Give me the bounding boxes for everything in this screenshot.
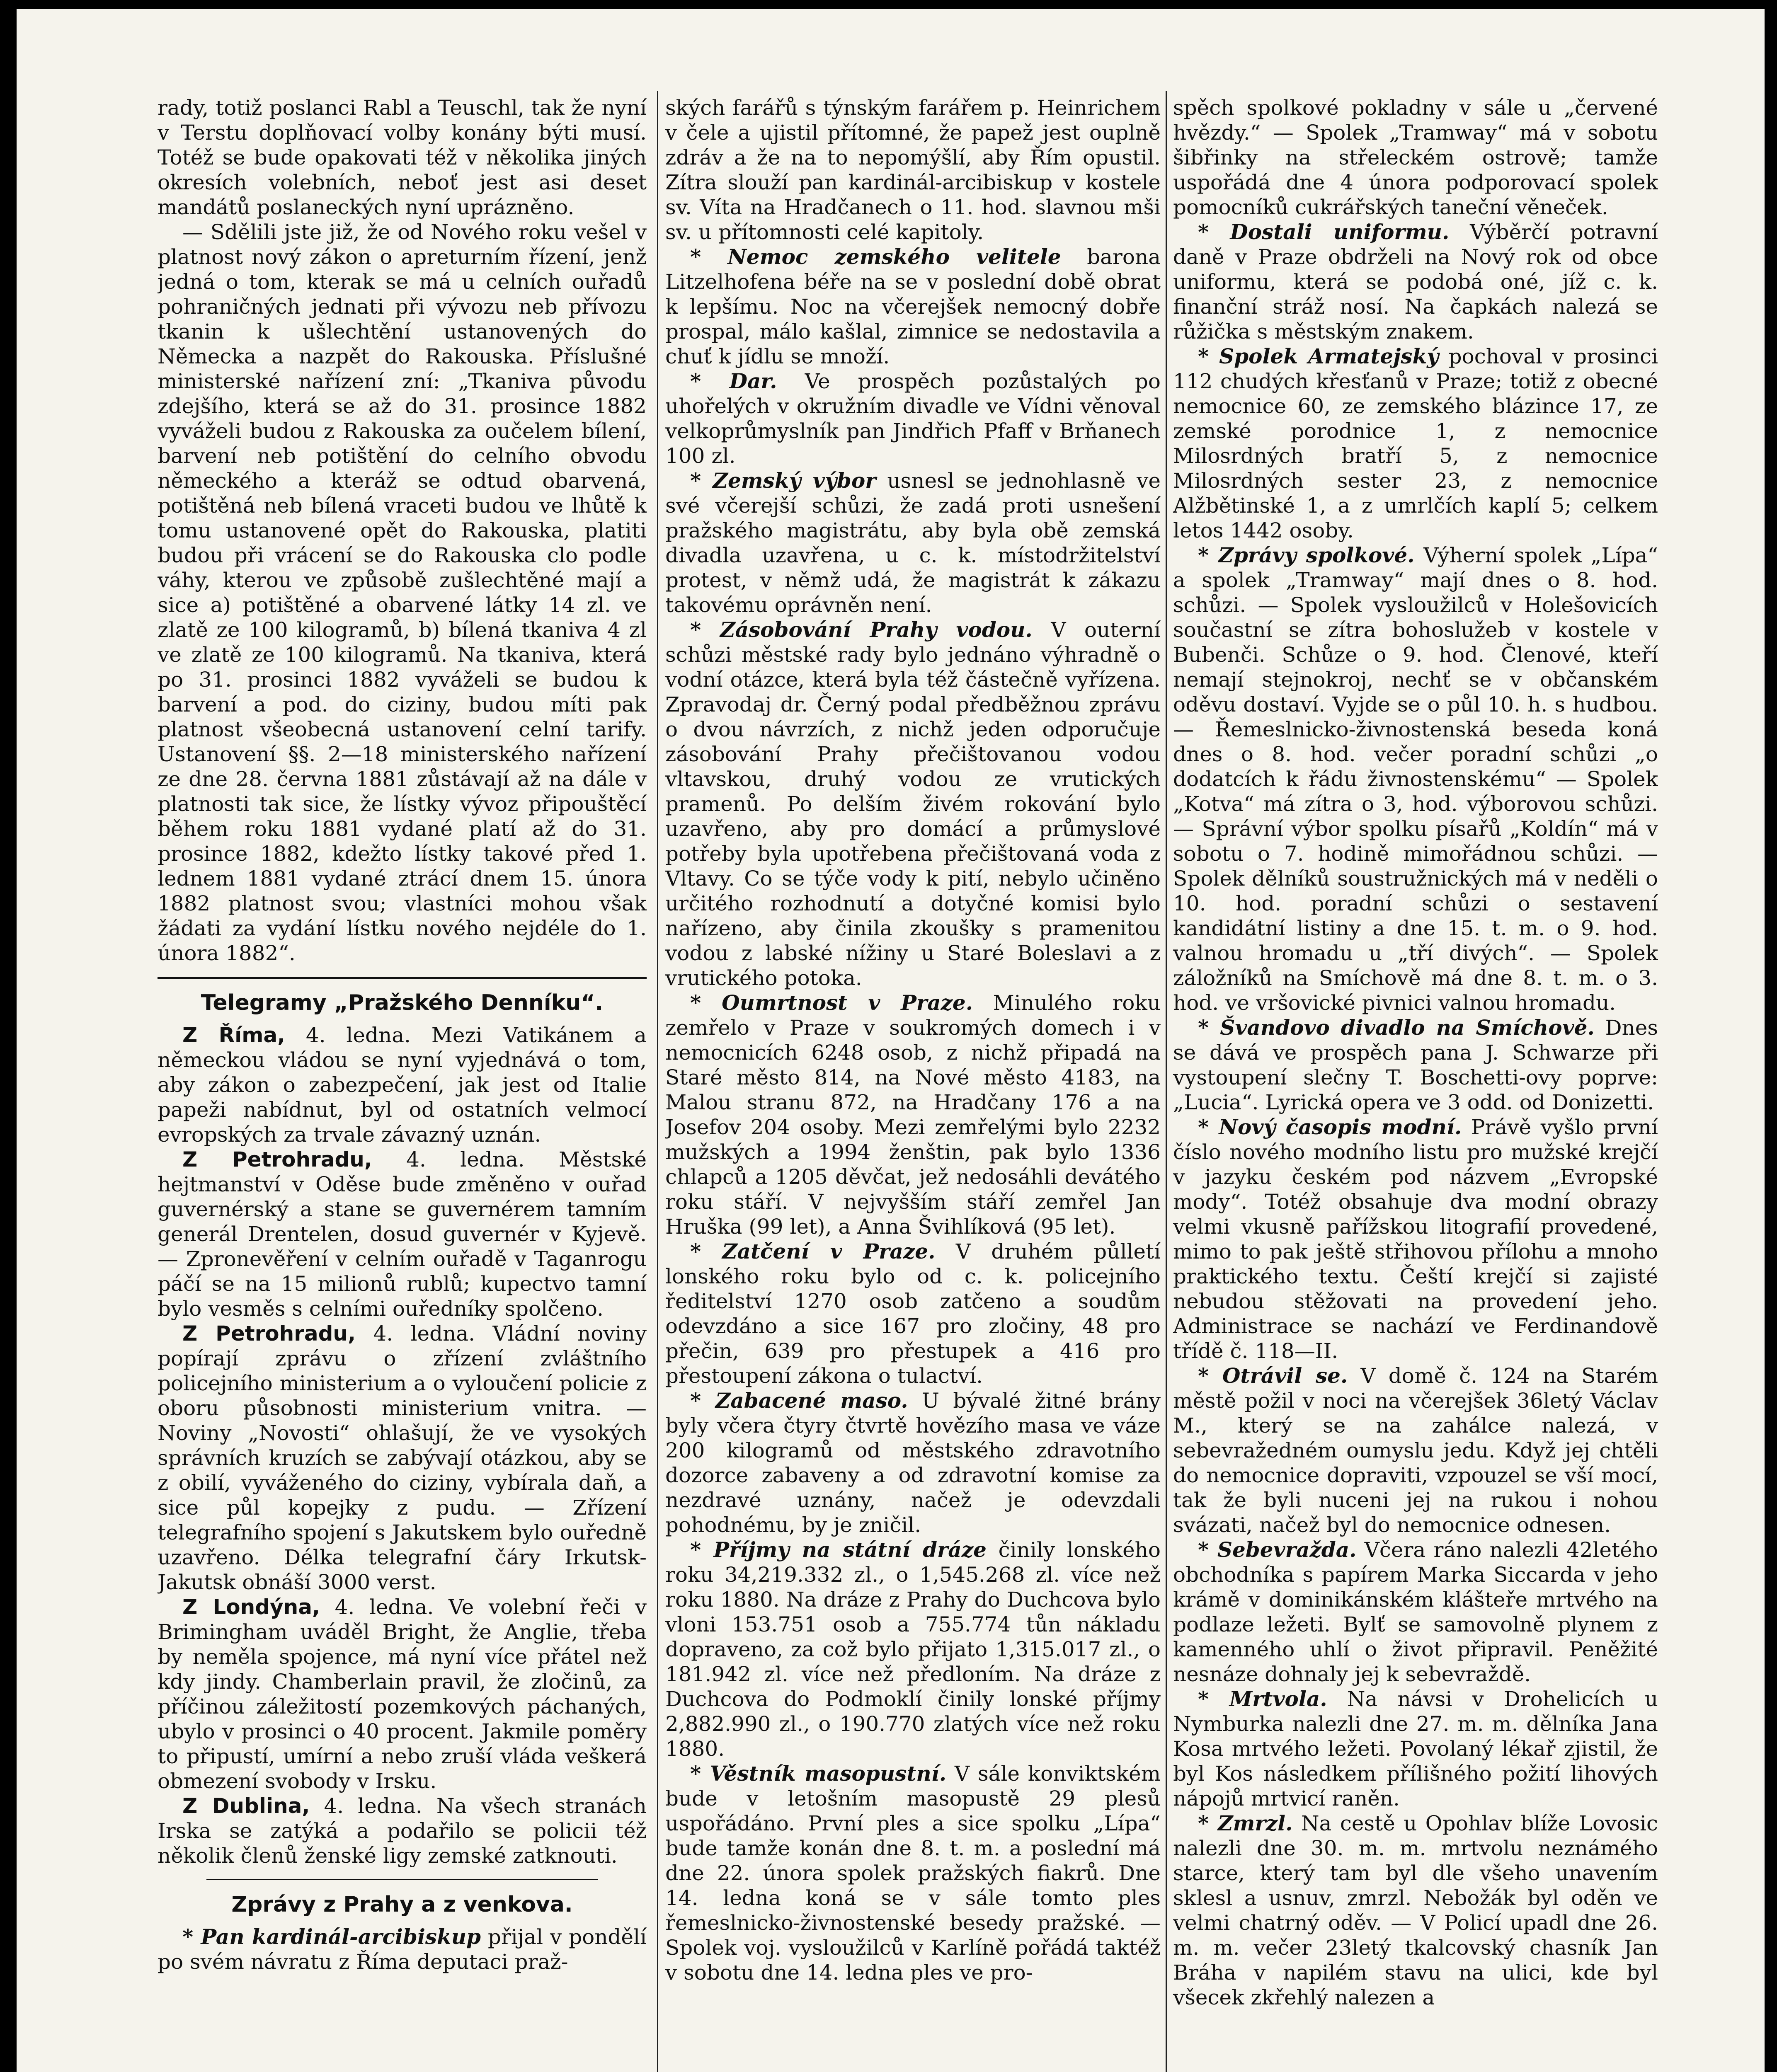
section-divider [158, 977, 647, 979]
news-lead: * Zprávy spolkové. [1198, 543, 1415, 567]
news-text: Na cestě u Opohlav blíže Lovosic nalezli dne 30. m. m. mrtvolu neznámého starce, který tam byl dle všeho unavením sklesl a usnuv, zmrzl. Nebožák byl oděn ve velmi chatrný oděv. — V Policí upadl dne 26. m. m. večer 23letý tkalcovský chasník Jan Bráha v napilém stavu na ulici, kde byl všecek zkřehlý nalezen a [1173, 1811, 1658, 2009]
dateline: Z Petrohradu, [182, 1147, 372, 1172]
news-item [1173, 1363, 1658, 1537]
column-rule-2 [1166, 91, 1167, 2072]
news-item [665, 617, 1161, 990]
news-lead: * Dar. [690, 369, 777, 393]
news-item [1173, 1015, 1658, 1115]
article-paragraph: spěch spolkové pokladny v sále u „červené hvězdy.“ — Spolek „Tramway“ má v sobotu šibřinky na střeleckém ostrově; tamže uspořádá dne 4 února podporovací spolek pomocníků cukrářských taneční věneček. [1173, 96, 1658, 219]
news-item [1173, 220, 1658, 344]
news-text: V domě č. 124 na Starém městě požil v noci na včerejšek 36letý Václav M., který se na zahálce nalezá, v sebevražedném oumyslu jedu. Když jej chtěli do nemocnice dopraviti, vzpouzel se vší mocí, tak že byli nuceni jej na rukou i nohou svázati, načež byl do nemocnice odnesen. [1173, 1364, 1658, 1537]
dateline: Z Dublina, [182, 1794, 310, 1818]
article-paragraph: ských farářů s týnským farářem p. Heinrichem v čele a ujistil přítomné, že papež jest ouplně zdráv a že na to nepomýšlí, aby Řím opustil. Zítra slouží pan kardinál-arcibiskup v kostele sv. Víta na Hradčanech o 11. hod. slavnou mši sv. u přítomnosti celé kapitoly. [665, 96, 1161, 244]
news-item [1173, 344, 1658, 543]
news-item [665, 1239, 1161, 1388]
news-text: přijal v pondělí po svém návratu z Říma deputaci praž- [158, 1925, 647, 1974]
telegram-item [158, 1023, 647, 1147]
news-text: V druhém půlletí lonského roku bylo od c. k. policejního ředitelství 1270 osob zatčeno a soudům odevzdáno a sice 167 pro zločiny, 48 pro přečin, 639 pro přestupek a 416 pro přestoupení zákona o tulactví. [665, 1239, 1161, 1388]
dateline: Z Londýna, [182, 1595, 320, 1619]
news-item [665, 369, 1161, 468]
news-text: Včera ráno nalezli 42letého obchodníka s papírem Marka Siccarda v jeho krámě v dominikánském klášteře mrtvého na podlaze ležeti. Bylť se samovolně plynem z kamenného uhlí o život připravil. Peněžité nesnáze dohnaly jej k sebevraždě. [1173, 1538, 1658, 1686]
article-paragraph: rady, totiž poslanci Rabl a Teuschl, tak že nyní v Terstu doplňovací volby konány býti musí. Totéž se bude opakovati též v několika jiných okresích volebních, neboť jest asi deset mandátů poslaneckých nyní uprázněno. [158, 96, 647, 219]
news-lead: * Sebevražda. [1198, 1537, 1357, 1562]
news-text: V outerní schůzi městské rady bylo jednáno výhradně o vodní otázce, která byla též částečně vyřízena. Zpravodaj dr. Černý podal předběžnou zprávu o dvou návrzích, z nichž jeden odporučuje zásobování Prahy přečištovanou vodou vltavskou, druhý vodou ze vrutických pramenů. Po delším živém rokování bylo uzavřeno, aby pro domácí a průmyslové potřeby byla upotřebena přečištovaná voda z Vltavy. Co se týče vody k pití, nebylo učiněno určitého rozhodnutí a dotyčné komisi bylo nařízeno, aby činila zkoušky s pramenitou vodou z labské nížiny u Staré Boleslavi a z vrutického potoka. [665, 618, 1161, 990]
telegram-text: 4. ledna. Ve volební řeči v Brimingham uváděl Bright, že Anglie, třeba by neměla spojence, má nyní více přátel než kdy jindy. Chamberlain pravil, že zločinů, za příčinou záležitostí pozemkových páchaných, ubylo v prosinci o 40 procent. Jakmile poměry to připustí, umírní a nebo zruší vláda veškerá obmezení svobody v Irsku. [158, 1595, 647, 1793]
news-lead: * Nemoc zemského velitele [690, 244, 1061, 269]
telegram-item [158, 1147, 647, 1321]
telegram-item [158, 1794, 647, 1868]
news-item [665, 1537, 1161, 1761]
telegram-text: 4. ledna. Na všech stranách Irska se zatýká a podařilo se policii též několik členů ženské ligy zemské zatknouti. [158, 1794, 647, 1868]
column-2 [665, 95, 1161, 2072]
news-item [665, 468, 1161, 617]
column-3 [1173, 95, 1658, 2072]
news-text: Výherní spolek „Lípa“ a spolek „Tramway“ mají dnes o 8. hod. schůzi. — Spolek vysloužilců v Holešovicích součastní se zítra bohoslužeb v kostele v Bubenči. Schůze o 9. hod. Členové, kteří nemají stejnokroj, nechť se v občanském oděvu dostaví. Vyjde se o půl 10. h. s hudbou. — Řemeslnicko-živnostenská beseda koná dnes o 8. hod. večer poradní schůzi „o dodatcích k řádu živnostenskému“ — Spolek „Kotva“ má zítra o 3, hod. výborovou schůzi. — Správní výbor spolku písařů „Koldín“ má v sobotu o 7. hodině mimořádnou schůzi. — Spolek dělníků soustružnických má v neděli o 10. hod. poradní schůzi o sestavení kandidátní listiny a dne 15. t. m. o 9. hod. valnou hromadu u „tří divých“. — Spolek záložníků na Smíchově má dne 8. t. m. o 3. hod. ve vršovické pivnici valnou hromadu. [1173, 543, 1658, 1015]
news-item [665, 1388, 1161, 1537]
news-lead: * Švandovo divadlo na Smíchově. [1198, 1015, 1595, 1040]
news-text: usnesl se jednohlasně ve své včerejší schůzi, že zadá proti usnešení pražského magistrátu, aby byla obě zemská divadla uzavřena, u c. k. místodržitelství protest, v němž udá, že magistrát k zákazu takovému oprávněn není. [665, 469, 1161, 617]
column-rule-1 [657, 91, 658, 2072]
telegram-text: 4. ledna. Městské hejtmanství v Oděse bude změněno v ouřad guvernérský a stane se guvernérem tamním generál Drentelen, dosud guvernér v Kyjevě. — Zpronevěření v celním ouřadě v Taganrogu páčí se na 15 milionů rublů; kupectvo tamní bylo vesměs s celními ouředníky spolčeno. [158, 1147, 647, 1321]
news-item [158, 1924, 647, 1974]
news-item [1173, 1115, 1658, 1363]
section-divider [206, 1879, 598, 1880]
telegram-text: 4. ledna. Mezi Vatikánem a německou vládou se nyní vyjednává o tom, aby zákon o zabezpečení, jak jest od Italie papeži nabídnut, byl od ostatních velmocí evropských za trvale závazný uznán. [158, 1023, 647, 1147]
telegram-item [158, 1595, 647, 1794]
news-item [665, 1761, 1161, 1985]
news-text: V sále konviktském bude v letošním masopustě 29 plesů uspořádáno. První ples a sice spolku „Lípa“ bude tamže konán dne 8. t. m. a poslední má dne 22. února spolek pražských fiakrů. Dne 14. ledna koná se v sále tomto ples řemeslnicko-živnostenské besedy pražské. — Spolek voj. vysloužilců v Karlíně pořádá taktéž v sobotu dne 14. ledna ples ve pro- [665, 1762, 1161, 1985]
section-heading-news: Zprávy z Prahy a z venkova. [231, 1892, 573, 1917]
article-paragraph: — Sdělili jste již, že od Nového roku vešel v platnost nový zákon o apreturním řízení, jenž jedná o tom, kterak se má u celních ouřadů pohraničných jednati při vývozu neb přívozu tkanin k ušlechtění ustanovených do Německa a nazpět do Rakouska. Příslušné ministerské nařízení zní: „Tkaniva původu zdejšího, která se až do 31. prosince 1882 vyváželi budou z Rakouska za oučelem bílení, barvení neb potištění do celního obvodu německého a kteráž se odtud obarvená, potištěná neb bílená vraceti budou ve lhůtě k tomu ustanovené opět do Rakouska, platiti budou při vrácení se do Rakouska clo podle váhy, kterou ve způsobě zušlechtěné mají a sice a) potištěné a obarvené látky 14 zl. ve zlatě ze 100 kilogramů, b) bílená tkaniva 4 zl ve zlatě ze 100 kilogramů. Na tkaniva, která po 31. prosinci 1882 vyváželi se budou k barvení a pod. do ciziny, budou míti pak platnost všeobecná ustanovení celní tarify. Ustanovení §§. 2—18 ministerského nařízení ze dne 28. června 1881 zůstávají až na dále v platnosti tak sice, že lístky vývoz připouštěcí během roku 1881 vydané platí až do 31. prosince 1882, kdežto lístky takové před 1. lednem 1881 vydané ztrácí dnem 15. února 1882 platnost svou; vlastníci mohou však žádati za vydání lístku nového nejdéle do 1. února 1882“. [158, 220, 647, 965]
news-lead: * Mrtvola. [1198, 1687, 1327, 1711]
news-lead: * Věstník masopustní. [690, 1761, 947, 1786]
news-lead: * Nový časopis modní. [1198, 1115, 1462, 1139]
news-item [1173, 1537, 1658, 1687]
news-text: Minulého roku zemřelo v Praze v soukromých domech i v nemocnicích 6248 osob, z nichž připadá na Staré město 814, na Nové město 4183, na Malou stranu 872, na Hradčany 176 a na Josefov 204 osoby. Mezi zemřelými bylo 2232 mužských a 1994 ženštin, pak bylo 1336 chlapců a 1205 děvčat, jež nedosáhli devátého roku stáří. V nejvyšším stáří zemřel Jan Hruška (99 let), a Anna Švihlíková (95 let). [665, 991, 1161, 1239]
news-lead: * Otrávil se. [1198, 1363, 1348, 1388]
news-text: barona Litzelhofena béře na se v poslední době obrat k lepšímu. Noc na včerejšek nemocný dobře prospal, málo kašlal, zimnice se nedostavila a chuť k jídlu se množí. [665, 245, 1161, 368]
news-lead: * Zemský výbor [690, 468, 876, 493]
news-text: Na návsi v Drohelicích u Nymburka nalezli dne 27. m. m. dělníka Jana Kosa mrtvého ležeti. Povolaný lékař zjistil, že byl Kos následkem přílišného požití lihových nápojů mrtvicí raněn. [1173, 1687, 1658, 1811]
news-item [1173, 1811, 1658, 2010]
dateline: Z Říma, [182, 1023, 286, 1047]
news-lead: * Spolek Armatejský [1198, 344, 1439, 368]
news-item [665, 990, 1161, 1239]
news-text: činily lonského roku 34,219.332 zl., o 1,545.268 zl. více než roku 1880. Na dráze z Prahy do Duchcova bylo vloni 153.751 osob a 755.774 tůn nákladu dopraveno, za což bylo přijato 1,315.017 zl., o 181.942 zl. více než předloním. Na dráze z Duchcova do Podmoklí činily lonské příjmy 2,882.990 zl., o 190.770 zlatých více než roku 1880. [665, 1538, 1161, 1761]
news-item [1173, 1687, 1658, 1811]
dateline: Z Petrohradu, [182, 1322, 356, 1346]
news-item [665, 244, 1161, 369]
section-heading-telegrams: Telegramy „Pražského Denníku“. [201, 990, 604, 1015]
news-text: Ve prospěch pozůstalých po uhořelých v okružním divadle ve Vídni věnoval velkoprůmyslník pan Jindřich Pfaff v Brňanech 100 zl. [665, 369, 1161, 468]
news-lead: * Zásobování Prahy vodou. [690, 617, 1033, 642]
news-lead: * Zabacené maso. [690, 1388, 908, 1413]
news-lead: * Pan kardinál-arcibiskup [182, 1924, 481, 1949]
news-lead: * Zmrzl. [1198, 1811, 1293, 1835]
column-1 [158, 95, 647, 2072]
news-text: Právě vyšlo první číslo nového modního listu pro mužské krejčí v jazyku českém pod názvem „Evropské mody“. Totéž obsahuje dva modní obrazy velmi vkusně pařížskou litografií provedené, mimo to pak ještě střihovou přílohu a mnoho praktického textu. Čeští krejčí si zajisté nebudou stěžovati na provedení jeho. Administrace se nachází ve Ferdinandově třídě č. 118—II. [1173, 1115, 1658, 1363]
news-lead: * Dostali uniformu. [1198, 220, 1450, 244]
news-lead: * Oumrtnost v Praze. [690, 990, 973, 1015]
news-item [1173, 543, 1658, 1015]
news-text: Výběrčí potravní daně v Praze obdrželi na Nový rok od obce uniformu, která se podobá oné, jíž c. k. finanční stráž nosí. Na čapkách nalezá se růžička s městským znakem. [1173, 220, 1658, 344]
telegram-item [158, 1321, 647, 1595]
news-text: U bývalé žitné brány byly včera čtyry čtvrtě hovězího masa ve váze 200 kilogramů od městského zdravotního dozorce zabaveny a od zdravotní komise za nezdravé uznány, načež je odevzdali pohodnému, by je zničil. [665, 1389, 1161, 1537]
news-lead: * Zatčení v Praze. [690, 1239, 936, 1264]
telegram-text: 4. ledna. Vládní noviny popírají zprávu o zřízení zvláštního policejního ministerium a o vyloučení policie z oboru působnosti ministerium vnitra. — Noviny „Novosti“ ohlašují, že ve vysokých správních kruzích se zabývají otázkou, aby se z obilí, vyváženého do ciziny, vybírala daň, a sice půl kopejky z pudu. — Zřízení telegrafního spojení s Jakutskem bylo ouředně uzavřeno. Délka telegrafní čáry Irkutsk-Jakutsk obnáší 3000 verst. [158, 1322, 647, 1594]
news-lead: * Příjmy na státní dráze [690, 1537, 987, 1562]
news-text: Dnes se dává ve prospěch pana J. Schwarze při vystoupení slečny T. Boschetti-ovy poprve: „Lucia“. Lyrická opera ve 3 odd. od Donizetti. [1173, 1016, 1658, 1114]
news-text: pochoval v prosinci 112 chudých křesťanů v Praze; totiž z obecné nemocnice 60, ze zemského blázince 17, ze zemské porodnice 1, z nemocnice Milosrdných bratří 5, z nemocnice Milosrdných sester 23, z nemocnice Alžbětinské 1, a z umrlčích kaplí 5; celkem letos 1442 osoby. [1173, 344, 1658, 542]
